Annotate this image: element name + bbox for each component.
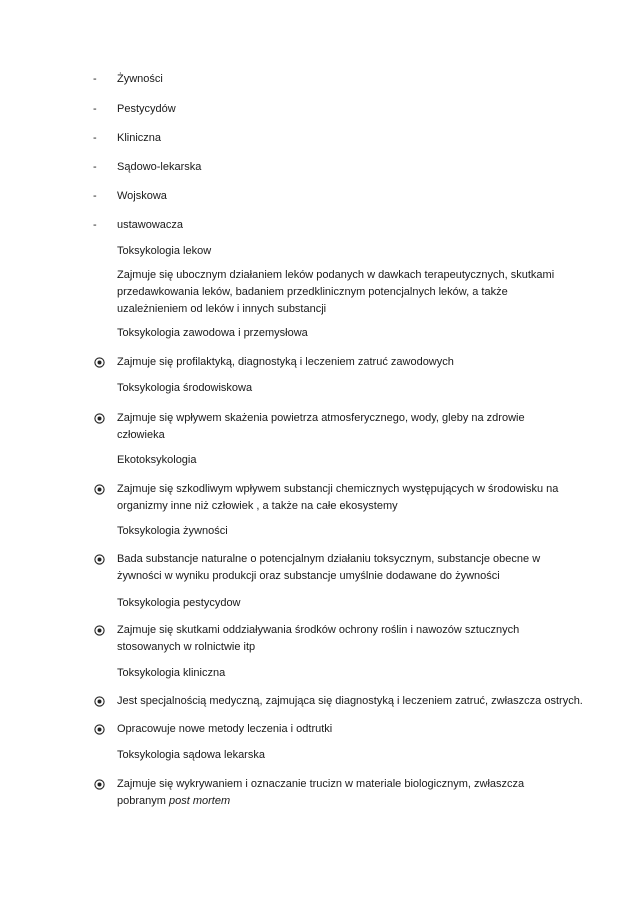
italic-tail: post mortem — [168, 795, 231, 807]
circled-dot-icon — [94, 724, 105, 735]
circled-dot-icon — [94, 779, 105, 790]
circled-dot-icon — [94, 625, 105, 636]
section-heading: Toksykologia żywności — [117, 525, 228, 537]
circled-dot-icon — [94, 413, 105, 424]
section-heading: Toksykologia kliniczna — [117, 667, 226, 679]
list-item-text: Pestycydów — [117, 103, 176, 115]
list-item-text: Wojskowa — [117, 190, 167, 202]
bullet-text: Bada substancje naturalne o potencjalnym działaniu toksycznym, substancje obecne w żywności w wyniku produkcji oraz substancje umyślnie dodawane do żywności — [117, 553, 541, 582]
circled-dot-icon — [94, 554, 105, 565]
bullet-text: Zajmuje się wykrywaniem i oznaczanie trucizn w materiale biologicznym, zwłaszcza pobranym post mortem — [117, 778, 525, 807]
bullet-text: Zajmuje się skutkami oddziaływania środków ochrony roślin i nawozów sztucznych stosowanych w rolnictwie itp — [117, 624, 520, 653]
section-heading: Ekotoksykologia — [117, 454, 197, 466]
list-item-text: ustawowacza — [117, 219, 184, 231]
section-paragraph: Zajmuje się ubocznym działaniem leków podanych w dawkach terapeutycznych, skutkami przedawkowania leków, badaniem przedklinicznym potencjalnych leków, a także uzależnieniem od leków i innych substancji — [117, 269, 555, 315]
bullet-text: Zajmuje się szkodliwym wpływem substancji chemicznych występujących w środowisku na organizmy inne niż człowiek , a także na całe ekosystemy — [117, 483, 559, 512]
list-item-text: Żywności — [117, 73, 163, 85]
bullet-text: Jest specjalnością medyczną, zajmująca się diagnostyką i leczeniem zatruć, zwłaszcza ostrych. — [117, 695, 583, 707]
list-item-text: Sądowo-lekarska — [117, 161, 202, 173]
bullet-text: Zajmuje się profilaktyką, diagnostyką i leczeniem zatruć zawodowych — [117, 356, 454, 368]
section-heading: Toksykologia zawodowa i przemysłowa — [117, 327, 308, 339]
document-page: - Żywności - Pestycydów - Kliniczna - Sądowo-lekarska - Wojskowa - ustawowacza Toksykologia lekow Zajmuje się ubocznym działaniem leków podanych w dawkach terapeutycznych, skutkami przedawkowania leków, badaniem przedklinicznym potencjalnych leków, a także uzależnieniem od leków i innych substancji Toksykologia zawodowa i przemysłowa Zajmuje się profilaktyką, diagnostyką i leczeniem zatruć zawodowych Toksykologia środowiskowa Zajmuje się wpływem skażenia powietrza atmosferycznego, wody, gleby na zdrowie człowieka Ekotoksykologia Zajmuje się szkodliwym wpływem substancji chemicznych występujących w środowisku na organizmy inne niż człowiek , a także na całe ekosystemy Toksykologia żywności Bada substancje naturalne o potencjalnym działaniu toksycznym, substancje obecne w żywności w wyniku produkcji oraz substancje umyślnie dodawane do żywności Toksykologia pestycydow Zajmuje się skutkami oddziaływania środków ochrony roślin i nawozów sztucznych stosowanych w rolnictwie itp Toksykologia kliniczna Jest specjalnością medyczną, zajmująca się diagnostyką i leczeniem zatruć, zwłaszcza ostrych. Opracowuje nowe metody leczenia i odtrutki Toksykologia sądowa lekarska Zajmuje się wykrywaniem i oznaczanie trucizn w materiale biologicznym, zwłaszcza pobranym post mortem — [0, 0, 638, 902]
section-heading: Toksykologia pestycydow — [117, 597, 241, 609]
list-item-text: Kliniczna — [117, 132, 162, 144]
bullet-text: Opracowuje nowe metody leczenia i odtrutki — [117, 723, 333, 735]
section-heading: Toksykologia lekow — [117, 245, 212, 257]
circled-dot-icon — [94, 696, 105, 707]
bullet-text: Zajmuje się wpływem skażenia powietrza atmosferycznego, wody, gleby na zdrowie człowieka — [117, 412, 525, 441]
section-heading: Toksykologia środowiskowa — [117, 382, 253, 394]
circled-dot-icon — [94, 484, 105, 495]
section-heading: Toksykologia sądowa lekarska — [117, 749, 265, 761]
circled-dot-icon — [94, 357, 105, 368]
